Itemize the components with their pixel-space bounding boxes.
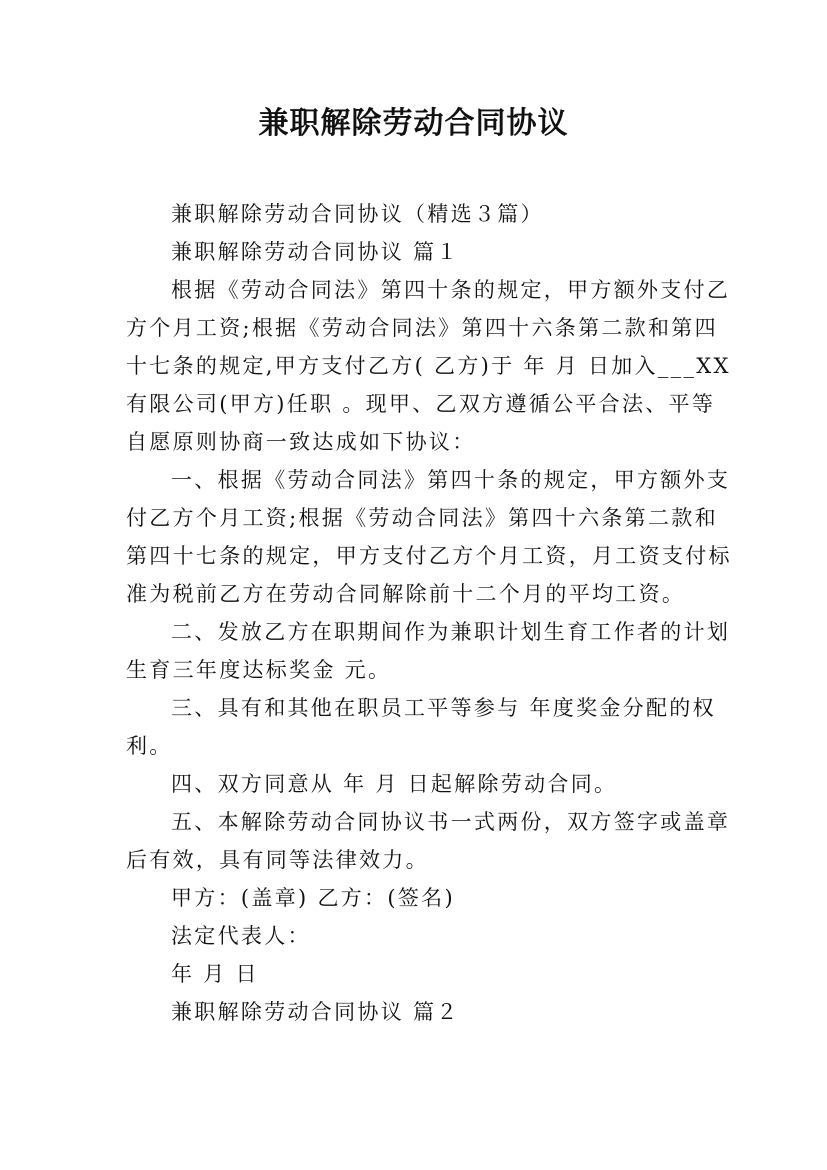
document-line: 根据《劳动合同法》第四十条的规定，甲方额外支付乙 [171,278,731,302]
document-title: 兼职解除劳动合同协议 [258,106,569,141]
document-line: 有限公司(甲方)任职 。现甲、乙双方遵循公平合法、平等 [126,392,716,416]
document-line: 十七条的规定,甲方支付乙方( 乙方)于 年 月 日加入___XX [126,354,731,378]
document-line: 四、双方同意从 年 月 日起解除劳动合同。 [171,772,618,796]
document-line: 自愿原则协商一致达成如下协议： [126,430,476,454]
document-line: 年 月 日 [171,962,259,986]
document-line: 第四十七条的规定，甲方支付乙方个月工资，月工资支付标 [126,544,732,568]
document-line: 三、具有和其他在职员工平等参与 年度奖金分配的权 [171,696,716,720]
document-line: 兼职解除劳动合同协议 篇２ [171,1000,460,1024]
document-line: 甲方：(盖章) 乙方：(签名) [171,886,455,910]
document-line: 付乙方个月工资;根据《劳动合同法》第四十六条第二款和 [126,506,718,530]
document-body [126,195,732,1031]
document-line: 兼职解除劳动合同协议（精选３篇） [171,202,544,226]
document-line: 五、本解除劳动合同协议书一式两份，双方签字或盖章 [171,810,731,834]
document-line: 法定代表人： [171,924,311,948]
document-line: 方个月工资;根据《劳动合同法》第四十六条第二款和第四 [126,316,718,340]
document-line: 一、根据《劳动合同法》第四十条的规定，甲方额外支 [171,468,731,492]
document-line: 利。 [126,734,173,758]
document-line: 准为税前乙方在劳动合同解除前十二个月的平均工资。 [126,582,686,606]
document-line: 后有效，具有同等法律效力。 [126,848,429,872]
document-line: 生育三年度达标奖金 元。 [126,658,392,682]
document-line: 兼职解除劳动合同协议 篇１ [171,240,460,264]
document-line: 二、发放乙方在职期间作为兼职计划生育工作者的计划 [171,620,731,644]
